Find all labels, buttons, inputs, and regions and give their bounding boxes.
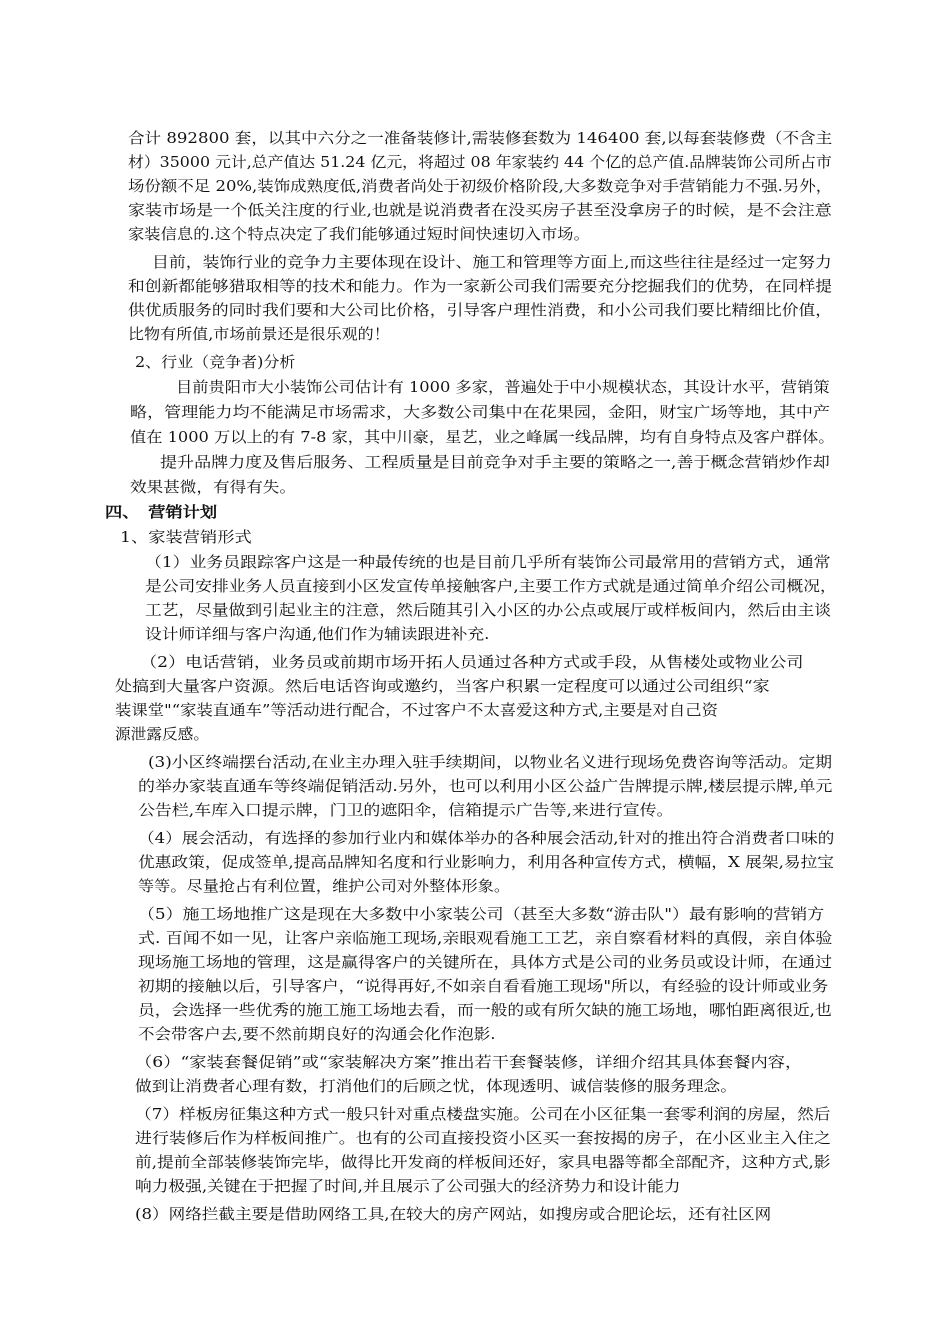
text-line: 效果甚微，有得有失。 bbox=[130, 478, 297, 496]
text-line: (8）网络拦截主要是借助网络工具,在较大的房产网站，如搜房或合肥论坛，还有社区网 bbox=[135, 1205, 772, 1223]
text-line: （5）施工场地推广这是现在大多数中小家装公司（甚至大多数“游击队"）最有影响的营销方 bbox=[138, 905, 825, 923]
text-line: 做到让消费者心理有数，打消他们的后顾之忧，体现透明、诚信装修的服务理念。 bbox=[135, 1077, 738, 1095]
text-line: 初期的接触以后，引导客户，“说得再好,不如亲自看看施工现场"所以，有经验的设计师或业务 bbox=[138, 977, 829, 995]
text-line: 和创新都能够猎取相等的技术和能力。作为一家新公司我们需要充分挖掘我们的优势，在同样提 bbox=[128, 277, 833, 295]
text-line: （7）样板房征集这种方式一般只针对重点楼盘实施。公司在小区征集一套零利润的房屋，然后 bbox=[135, 1105, 831, 1123]
text-line: 比物有所值,市场前景还是很乐观的！ bbox=[128, 325, 390, 343]
text-line: 合计 892800 套，以其中六分之一准备装修计,需装修套数为 146400 套,以每套装修费（不含主 bbox=[128, 129, 833, 147]
text-line: 目前贵阳市大小装饰公司估计有 1000 多家，普遍处于中小规模状态，其设计水平，营销策 bbox=[176, 378, 830, 396]
text-line: 家装信息的.这个特点决定了我们能够通过短时间快速切入市场。 bbox=[128, 225, 590, 243]
section-heading: 1、家装营销形式 bbox=[120, 528, 252, 546]
text-line: （1）业务员跟踪客户这是一种最传统的也是目前几乎所有装饰公司最常用的营销方式，通常 bbox=[145, 553, 831, 571]
text-line: 装课堂"“家装直通车”等活动进行配合，不过客户不太喜爱这种方式,主要是对自己资 bbox=[115, 701, 719, 719]
text-line: （6）“家装套餐促销”或“家装解决方案”推出若干套餐装修，详细介绍其具体套餐内容， bbox=[135, 1053, 803, 1071]
text-line: 进行装修后作为样板间推广。也有的公司直接投资小区买一套按揭的房子，在小区业主入住之 bbox=[135, 1129, 832, 1147]
text-line: 材）35000 元计,总产值达 51.24 亿元，将超过 08 年家装约 44 个亿的总产值.品牌装饰公司所占市 bbox=[128, 153, 832, 171]
text-line: 场份额不足 20%,装饰成熟度低,消费者尚处于初级价格阶段,大多数竞争对手营销能力不强.另外， bbox=[128, 177, 833, 195]
text-line: 等等。尽量抢占有利位置，维护公司对外整体形象。 bbox=[138, 877, 511, 895]
text-line: （4）展会活动，有选择的参加行业内和媒体举办的各种展会活动,针对的推出符合消费者口味的 bbox=[138, 829, 835, 847]
text-line: 值在 1000 万以上的有 7-8 家，其中川豪，星艺，业之峰属一线品牌，均有自身特点及客户群体。 bbox=[130, 428, 835, 446]
text-line: 目前，装饰行业的竞争力主要体现在设计、施工和管理等方面上,而这些往往是经过一定努力 bbox=[152, 253, 832, 271]
text-line: 是公司安排业务人员直接到小区发宣传单接触客户,主要工作方式就是通过简单介绍公司概况， bbox=[145, 577, 837, 595]
text-line: 处搞到大量客户资源。然后电话咨询或邀约，当客户积累一定程度可以通过公司组织“家 bbox=[115, 677, 770, 695]
text-line: 员，会选择一些优秀的施工施工场地去看，而一般的或有所欠缺的施工场地，哪怕距离很近,也 bbox=[138, 1001, 832, 1019]
chapter-heading: 四、 营销计划 bbox=[105, 503, 218, 521]
text-line: 提升品牌力度及售后服务、工程质量是目前竞争对手主要的策略之一,善于概念营销炒作却 bbox=[160, 453, 830, 471]
text-line: 前,提前全部装修装饰完毕，做得比开发商的样板间还好，家具电器等都全部配齐，这种方式,影 bbox=[135, 1153, 831, 1171]
text-line: 工艺，尽量做到引起业主的注意，然后随其引入小区的办公点或展厅或样板间内，然后由主谈 bbox=[145, 601, 831, 619]
text-line: 略，管理能力均不能满足市场需求，大多数公司集中在花果园，金阳，财宝广场等地，其中产 bbox=[130, 403, 831, 421]
text-line: 源泄露反感。 bbox=[115, 725, 210, 743]
text-line: 的举办家装直通车等终端促销活动.另外，也可以利用小区公益广告牌提示牌,楼层提示牌,单元 bbox=[138, 777, 833, 795]
text-line: 家装市场是一个低关注度的行业,也就是说消费者在没买房子甚至没拿房子的时候，是不会注意 bbox=[128, 201, 832, 219]
text-line: 不会带客户去,要不然前期良好的沟通会化作泡影. bbox=[138, 1025, 496, 1043]
text-line: （2）电话营销，业务员或前期市场开拓人员通过各种方式或手段，从售楼处或物业公司 bbox=[140, 653, 804, 671]
text-line: 现场施工场地的管理，这是赢得客户的关键所在，具体方式是公司的业务员或设计师，在通过 bbox=[138, 953, 833, 971]
text-line: 优惠政策，促成签单,提高品牌知名度和行业影响力，利用各种宣传方式，横幅，X 展架,易拉宝 bbox=[138, 853, 834, 871]
text-line: (3)小区终端摆台活动,在业主办理入驻手续期间，以物业名义进行现场免费咨询等活动。定期 bbox=[148, 753, 833, 771]
section-heading: 2、行业（竞争者)分析 bbox=[135, 353, 296, 371]
text-line: 响力极强,关键在于把握了时间,并且展示了公司强大的经济势力和设计能力 bbox=[135, 1177, 681, 1195]
text-line: 供优质服务的同时我们要和大公司比价格，引导客户理性消费，和小公司我们要比精细比价值， bbox=[128, 301, 833, 319]
text-line: 公告栏,车库入口提示牌，门卫的遮阳伞，信箱提示广告等,来进行宣传。 bbox=[138, 801, 674, 819]
text-line: 设计师详细与客户沟通,他们作为辅读跟进补充. bbox=[145, 625, 490, 643]
text-line: 式. 百闻不如一见，让客户亲临施工现场,亲眼观看施工工艺，亲自察看材料的真假，亲自体验 bbox=[138, 929, 833, 947]
